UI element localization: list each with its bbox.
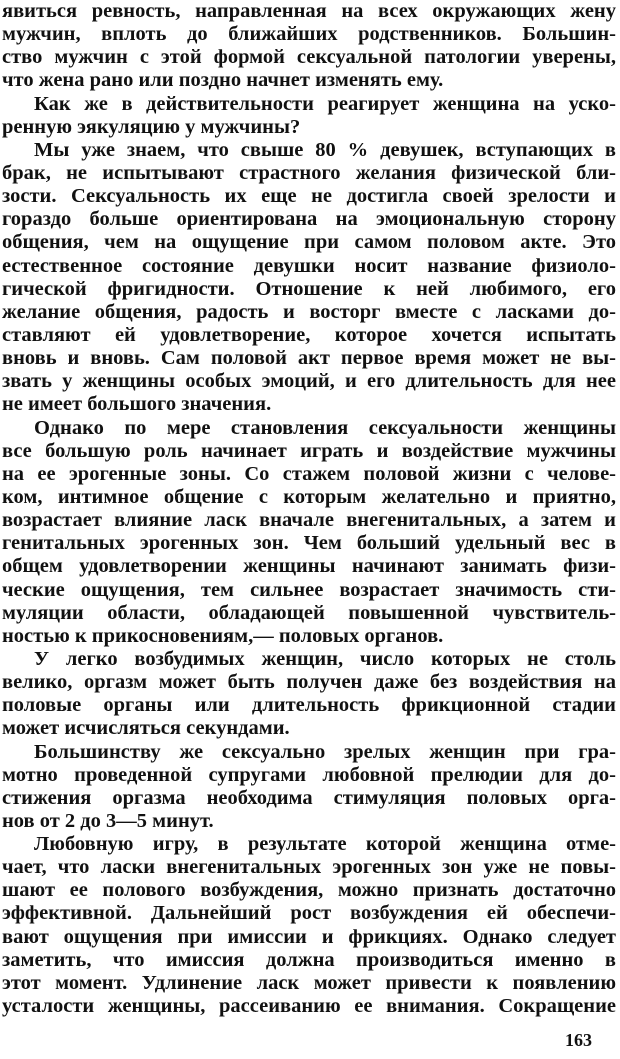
text-line: вновь и вновь. Сам половой акт первое время может не вы- (2, 347, 616, 370)
text-line: стижения оргазма необходима стимуляция половых орга- (2, 786, 616, 809)
text-line: гической фригидности. Отношение к ней любимого, его (2, 277, 616, 300)
text-line: нов от 2 до 3—5 минут. (2, 809, 214, 832)
text-line: чает, что ласки внегенитальных эрогенных зон уже не повы- (2, 856, 616, 879)
text-line: У легко возбудимых женщин, число которых не столь (34, 647, 616, 670)
text-line: общем удовлетворении женщины начинают занимать физи- (2, 555, 616, 578)
text-line: велико, оргазм может быть получен даже без воздействия на (2, 671, 616, 694)
paragraph (2, 0, 616, 93)
text-line: ставляют ей удовлетворение, которое хочется испытать (2, 323, 616, 346)
text-line: ство мужчин с этой формой сексуальной патологии уверены, (2, 46, 616, 69)
text-line: звать у женщины особых эмоций, и его длительность для нее (2, 370, 616, 393)
text-line: усталости женщины, рассеиванию ее внимания. Сокращение (2, 995, 616, 1018)
page-number: 163 (565, 1030, 592, 1050)
paragraph (2, 139, 616, 417)
text-line: зости. Сексуальность их еще не достигла своей зрелости и (2, 185, 616, 208)
text-line: что жена рано или поздно начнет изменять ему. (2, 69, 444, 92)
text-line: Однако по мере становления сексуальности женщины (34, 416, 616, 439)
text-line: возрастает влияние ласк вначале внегенитальных, а затем и (2, 509, 616, 532)
paragraph (2, 648, 616, 741)
text-line: Как же в действительности реагирует женщина на уско- (34, 92, 616, 115)
paragraph (2, 833, 616, 1018)
text-line: эффективной. Дальнейший рост возбуждения ей обеспечи- (2, 902, 616, 925)
text-line: на ее эрогенные зоны. Со стажем половой жизни с челове- (2, 462, 616, 485)
text-line: гораздо больше ориентирована на эмоциональную сторону (2, 208, 616, 231)
text-line: Мы уже знаем, что свыше 80 % девушек, вступающих в (34, 138, 616, 161)
text-line: Большинству же сексуально зрелых женщин при гра- (34, 740, 616, 763)
text-line: не имеет большого значения. (2, 393, 272, 416)
text-line: ком, интимное общение с которым желательно и приятно, (2, 485, 616, 508)
text-line: вают ощущения при имиссии и фрикциях. Однако следует (2, 925, 616, 948)
text-line: явиться ревность, направленная на всех окружающих жену (2, 0, 616, 22)
text-line: генитальных эрогенных зон. Чем больший удельный вес в (2, 532, 616, 555)
paragraph (2, 93, 616, 139)
text-line: может исчисляться секундами. (2, 717, 290, 740)
text-line: ческие ощущения, тем сильнее возрастает значимость сти- (2, 578, 616, 601)
text-line: общения, чем на ощущение при самом половом акте. Это (2, 231, 616, 254)
text-line: ренную эякуляцию у мужчины? (2, 115, 301, 138)
text-line: мужчин, вплоть до ближайших родственников. Большин- (2, 23, 616, 46)
paragraph (2, 417, 616, 648)
paragraph (2, 741, 616, 834)
text-line: естественное состояние девушки носит название физиоло- (2, 254, 616, 277)
text-line: шают ее полового возбуждения, можно признать достаточно (2, 879, 616, 902)
text-line: заметить, что имиссия должна производиться именно в (2, 948, 616, 971)
text-line: мотно проведенной супругами любовной прелюдии для до- (2, 763, 616, 786)
text-line: муляции области, обладающей повышенной чувствитель- (2, 601, 616, 624)
text-line: желание общения, радость и восторг вместе с ласками до- (2, 300, 616, 323)
text-line: Любовную игру, в результате которой женщина отме- (34, 833, 616, 856)
text-line: этот момент. Удлинение ласк может привести к появлению (2, 971, 616, 994)
text-line: все большую роль начинает играть и воздействие мужчины (2, 439, 616, 462)
page-body-text (2, 0, 616, 1018)
text-line: брак, не испытывают страстного желания физической бли- (2, 161, 616, 184)
text-line: ностью к прикосновениям,— половых органов. (2, 624, 444, 647)
text-line: половые органы или длительность фрикционной стадии (2, 694, 616, 717)
